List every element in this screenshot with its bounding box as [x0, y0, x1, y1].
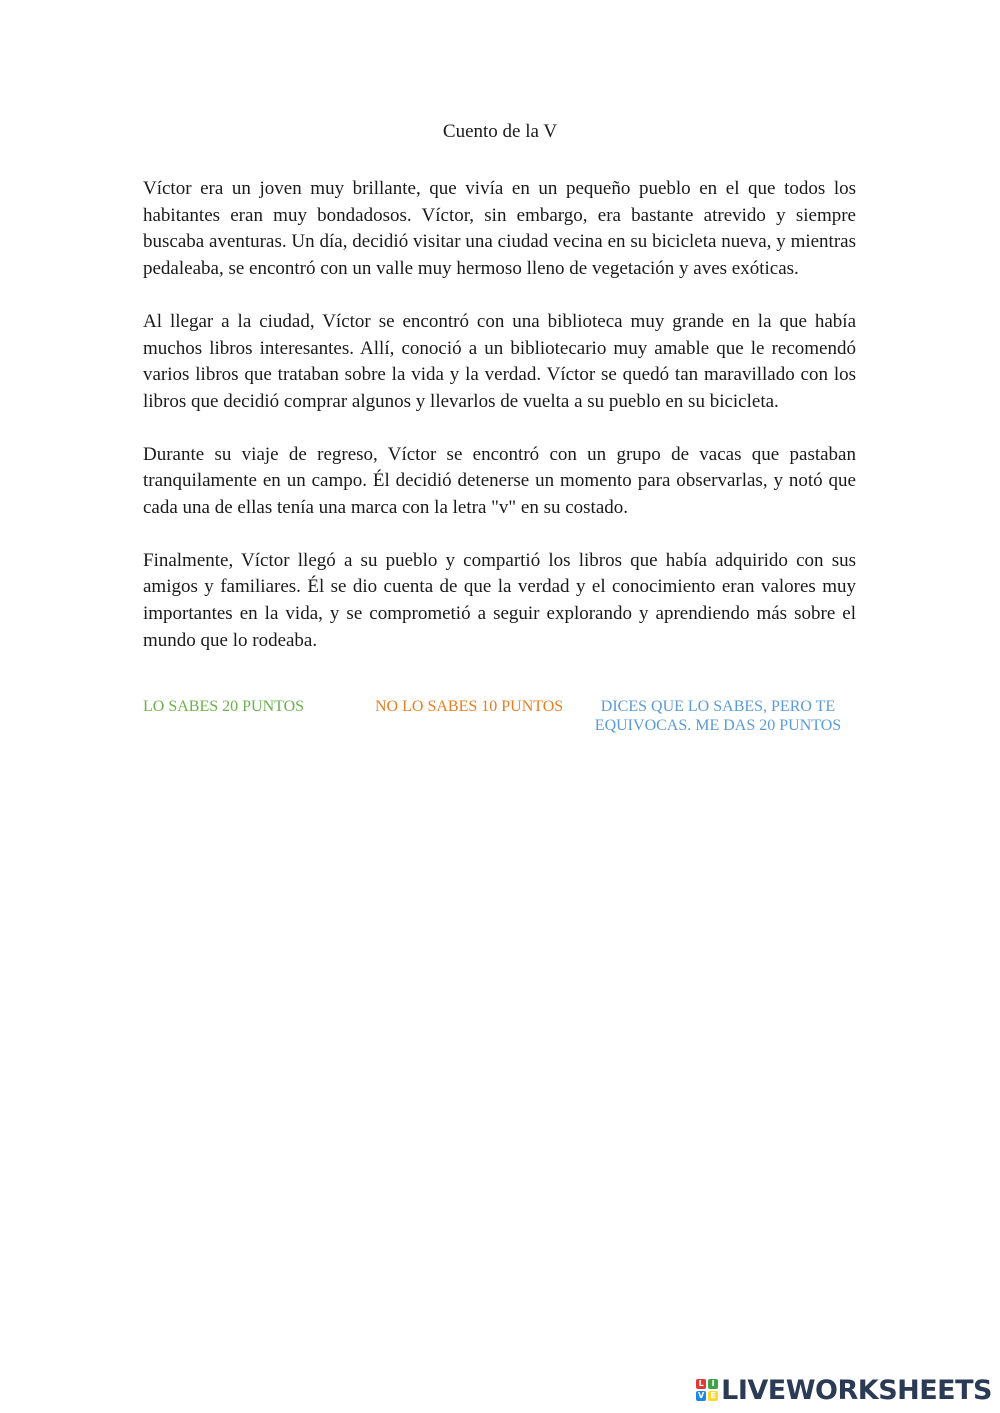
logo-mark-letter: I — [708, 1379, 718, 1389]
story-paragraph-4: Finalmente, Víctor llegó a su pueblo y compartió los libros que había adquirido con sus amigos y familiares. Él se dio cuenta de que la verdad y el conocimiento eran valores muy importantes en la vida, y se comprometió a seguir explorando y aprendiendo más sobre el mundo que lo rodeaba. — [143, 549, 856, 651]
page-title: Cuento de la V — [442, 121, 558, 142]
logo-mark-letter: V — [698, 1391, 705, 1400]
option-wrong-line-1: DICES QUE LO SABES, PERO TE — [600, 698, 836, 715]
story-paragraph-2: Al llegar a la ciudad, Víctor se encontró con una biblioteca muy grande en la que había muchos libros interesantes. Allí, conoció a un bibliotecario muy amable que le recomendó varios libros que trataban sobre la vida y la verdad. Víctor se quedó tan maravillado con los libros que decidió comprar algunos y llevarlos de vuelta a su pueblo en su bicicleta. — [143, 310, 856, 412]
logo-text: LIVEWORKSHEETS — [721, 1374, 992, 1406]
story-paragraph-3: Durante su viaje de regreso, Víctor se encontró con un grupo de vacas que pastaban tranquilamente en un campo. Él decidió detenerse un momento para observarlas, y notó que cada una de ellas tenía una marca con la letra "v" en su costado. — [143, 443, 856, 519]
option-wrong — [583, 697, 853, 735]
story-text — [143, 176, 856, 681]
story-paragraph-1: Víctor era un joven muy brillante, que vivía en un pequeño pueblo en el que todos los habitantes eran muy bondadosos. Víctor, sin embargo, era bastante atrevido y siempre buscaba aventuras. Un día, decidió visitar una ciudad vecina en su bicicleta nueva, y mientras pedaleaba, se encontró con un valle muy hermoso lleno de vegetación y aves exóticas. — [143, 178, 856, 280]
option-dont-know: NO LO SABES 10 PUNTOS — [375, 698, 564, 715]
scoring-options — [143, 697, 856, 747]
option-know: LO SABES 20 PUNTOS — [143, 698, 305, 715]
logo-mark-letter: E — [708, 1391, 718, 1401]
liveworksheets-logo — [696, 1375, 992, 1405]
logo-mark-letter: L — [696, 1379, 706, 1389]
option-wrong-line-2: EQUIVOCAS. ME DAS 20 PUNTOS — [594, 717, 842, 734]
logo-mark-icon — [696, 1379, 718, 1401]
